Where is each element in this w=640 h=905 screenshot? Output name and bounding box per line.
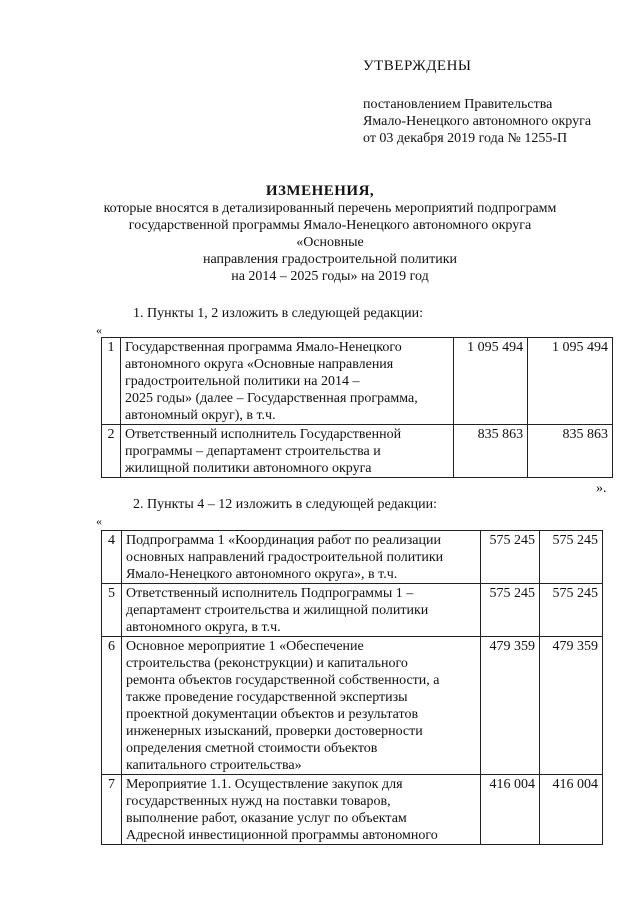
row-number: 6 — [102, 637, 122, 775]
row-value-1: 575 245 — [481, 584, 540, 637]
table-row — [102, 338, 613, 425]
subtitle-line: на 2014 – 2025 годы» на 2019 год — [231, 269, 429, 284]
row-value-2: 1 095 494 — [528, 338, 613, 425]
document-subtitle — [95, 200, 565, 285]
description-line: 2025 годы» (далее – Государственная программа, — [124, 391, 418, 406]
row-number: 7 — [102, 775, 122, 845]
row-value-2: 479 359 — [540, 637, 603, 775]
description-line: также проведение государственной экспертизы — [125, 690, 408, 705]
approval-line: от 03 декабря 2019 года № 1255-П — [363, 131, 568, 146]
document-title: ИЗМЕНЕНИЯ, — [265, 183, 375, 199]
row-value-2: 416 004 — [540, 775, 603, 845]
description-line: Ямало-Ненецкого автономного округа», в т.ч. — [125, 567, 398, 582]
section2-heading: 2. Пункты 4 – 12 изложить в следующей редакции: — [133, 497, 438, 512]
subtitle-line: которые вносятся в детализированный перечень мероприятий подпрограмм — [103, 201, 557, 216]
description-line: Мероприятие 1.1. Осуществление закупок для — [125, 777, 403, 792]
description-line: автономного округа «Основные направления — [124, 357, 394, 372]
description-line: автономного округа, в т.ч. — [125, 620, 281, 635]
table-row — [102, 775, 603, 845]
subtitle-line: государственной программы Ямало-Ненецкого автономного округа «Основные — [128, 218, 532, 250]
row-value-1: 835 863 — [454, 425, 528, 478]
description-line: программы – департамент строительства и — [124, 444, 381, 459]
row-description — [121, 584, 480, 637]
row-description — [121, 637, 480, 775]
row-number: 2 — [102, 425, 121, 478]
description-line: департамент строительства и жилищной политики — [125, 603, 429, 618]
description-line: основных направлений градостроительной политики — [125, 550, 444, 565]
row-description — [121, 531, 480, 584]
description-line: Ответственный исполнитель Подпрограммы 1 – — [125, 586, 414, 601]
section1-heading: 1. Пункты 1, 2 изложить в следующей редакции: — [133, 306, 424, 321]
approval-line: постановлением Правительства — [363, 97, 553, 112]
section2-open-quote: « — [96, 514, 102, 528]
description-line: капитального строительства» — [125, 758, 302, 773]
description-line: государственных нужд на поставки товаров, — [125, 794, 391, 809]
row-value-1: 1 095 494 — [454, 338, 528, 425]
description-line: Основное мероприятие 1 «Обеспечение — [125, 639, 364, 654]
approval-reference — [363, 96, 591, 147]
description-line: Адресной инвестиционной программы автономного — [125, 828, 438, 843]
section1-open-quote: « — [96, 323, 102, 337]
description-line: градостроительной политики на 2014 – — [124, 374, 360, 389]
table-row — [102, 584, 603, 637]
table-row — [102, 531, 603, 584]
row-number: 1 — [102, 338, 121, 425]
row-value-1: 479 359 — [481, 637, 540, 775]
row-number: 4 — [102, 531, 122, 584]
row-description — [121, 775, 480, 845]
approved-label: УТВЕРЖДЕНЫ — [363, 58, 472, 74]
section2-table — [101, 530, 603, 845]
section1-table — [101, 337, 613, 478]
row-value-1: 416 004 — [481, 775, 540, 845]
description-line: Подпрограмма 1 «Координация работ по реализации — [125, 533, 441, 548]
section1-close-quote: ». — [596, 481, 607, 496]
approval-line: Ямало-Ненецкого автономного округа — [363, 114, 592, 129]
table-row — [102, 637, 603, 775]
description-line: инженерных изысканий, проверки достоверности — [125, 724, 423, 739]
table-row — [102, 425, 613, 478]
description-line: автономный округ), в т.ч. — [124, 408, 276, 423]
row-value-2: 575 245 — [540, 531, 603, 584]
description-line: выполнение работ, оказание услуг по объектам — [125, 811, 407, 826]
row-description — [120, 425, 453, 478]
description-line: ремонта объектов государственной собственности, а — [125, 673, 440, 688]
description-line: жилищной политики автономного округа — [124, 461, 372, 476]
row-number: 5 — [102, 584, 122, 637]
description-line: проектной документации объектов и результатов — [125, 707, 419, 722]
description-line: определения сметной стоимости объектов — [125, 741, 378, 756]
row-value-1: 575 245 — [481, 531, 540, 584]
description-line: строительства (реконструкции) и капитального — [125, 656, 408, 671]
description-line: Государственная программа Ямало-Ненецкого — [124, 340, 402, 355]
row-value-2: 575 245 — [540, 584, 603, 637]
description-line: Ответственный исполнитель Государственной — [124, 427, 402, 442]
subtitle-line: направления градостроительной политики — [202, 252, 458, 267]
row-value-2: 835 863 — [528, 425, 613, 478]
row-description — [120, 338, 453, 425]
